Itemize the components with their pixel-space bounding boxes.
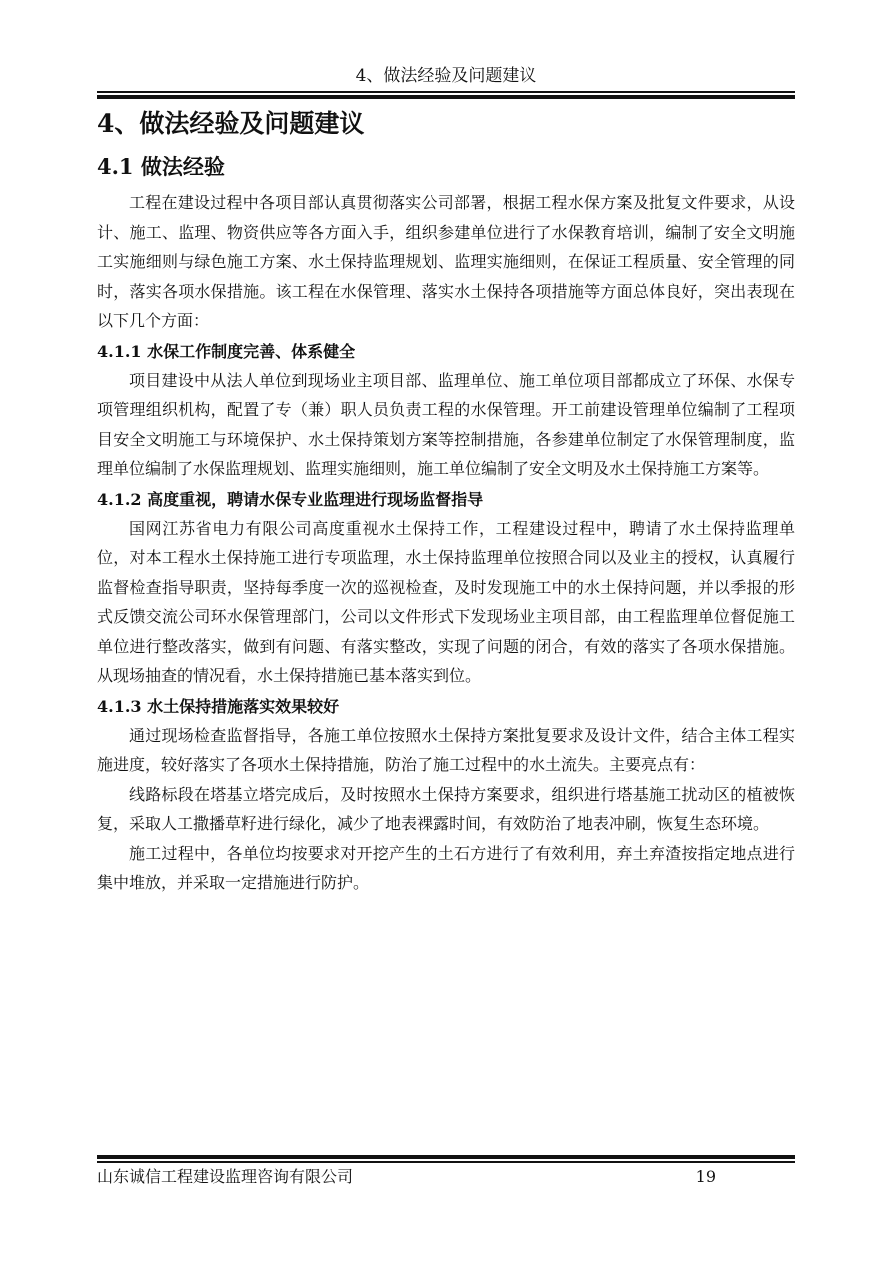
subsection-3-paragraph-3: 施工过程中，各单位均按要求对开挖产生的土石方进行了有效利用，弃土弃渣按指定地点进行集中堆放，并采取一定措施进行防护。	[97, 843, 795, 892]
subsection-1-paragraph: 项目建设中从法人单位到现场业主项目部、监理单位、施工单位项目部都成立了环保、水保专项管理组织机构，配置了专（兼）职人员负责工程的水保管理。开工前建设管理单位编制了工程项目安全文明施工与环境保护、水土保持策划方案等控制措施，各参建单位制定了水保管理制度，监理单位编制了水保监理规划、监理实施细则，施工单位编制了安全文明及水土保持施工方案等。	[97, 370, 795, 478]
subsection-heading-3: 4.1.3 水土保持措施落实效果较好	[97, 696, 340, 716]
header-rule-thin	[97, 91, 795, 93]
page-number: 19	[695, 1167, 716, 1186]
subsection-2-paragraph: 国网江苏省电力有限公司高度重视水土保持工作，工程建设过程中，聘请了水土保持监理单位，对本工程水土保持施工进行专项监理，水土保持监理单位按照合同以及业主的授权，认真履行监督检查指导职责，坚持每季度一次的巡视检查，及时发现施工中的水土保持问题，并以季报的形式反馈交流公司环水保管理部门，公司以文件形式下发现场业主项目部，由工程监理单位督促施工单位进行整改落实，做到有问题、有落实整改，实现了问题的闭合，有效的落实了各项水保措施。从现场抽查的情况看，水土保持措施已基本落实到位。	[97, 518, 795, 685]
header-rule-thick	[97, 95, 795, 99]
chapter-heading: 4、做法经验及问题建议	[97, 109, 365, 138]
section-heading: 4.1 做法经验	[97, 154, 225, 179]
intro-paragraph: 工程在建设过程中各项目部认真贯彻落实公司部署，根据工程水保方案及批复文件要求，从设计、施工、监理、物资供应等各方面入手，组织参建单位进行了水保教育培训，编制了安全文明施工实施细则与绿色施工方案、水土保持监理规划、监理实施细则，在保证工程质量、安全管理的同时，落实各项水保措施。该工程在水保管理、落实水土保持各项措施等方面总体良好，突出表现在以下几个方面：	[97, 193, 795, 330]
footer-rule-thin	[97, 1161, 795, 1163]
page-body	[97, 104, 795, 898]
running-header: 4、做法经验及问题建议	[355, 66, 537, 86]
subsection-3-paragraph-1: 通过现场检查监督指导，各施工单位按照水土保持方案批复要求及设计文件，结合主体工程实施进度，较好落实了各项水土保持措施，防治了施工过程中的水土流失。主要亮点有：	[97, 725, 795, 774]
footer-company: 山东诚信工程建设监理咨询有限公司	[97, 1167, 354, 1186]
subsection-3-paragraph-2: 线路标段在塔基立塔完成后，及时按照水土保持方案要求，组织进行塔基施工扰动区的植被恢复，采取人工撒播草籽进行绿化，减少了地表裸露时间，有效防治了地表冲刷，恢复生态环境。	[97, 784, 795, 833]
subsection-heading-2: 4.1.2 高度重视，聘请水保专业监理进行现场监督指导	[97, 489, 484, 509]
footer-rule-thick	[97, 1155, 795, 1159]
subsection-heading-1: 4.1.1 水保工作制度完善、体系健全	[97, 341, 356, 361]
